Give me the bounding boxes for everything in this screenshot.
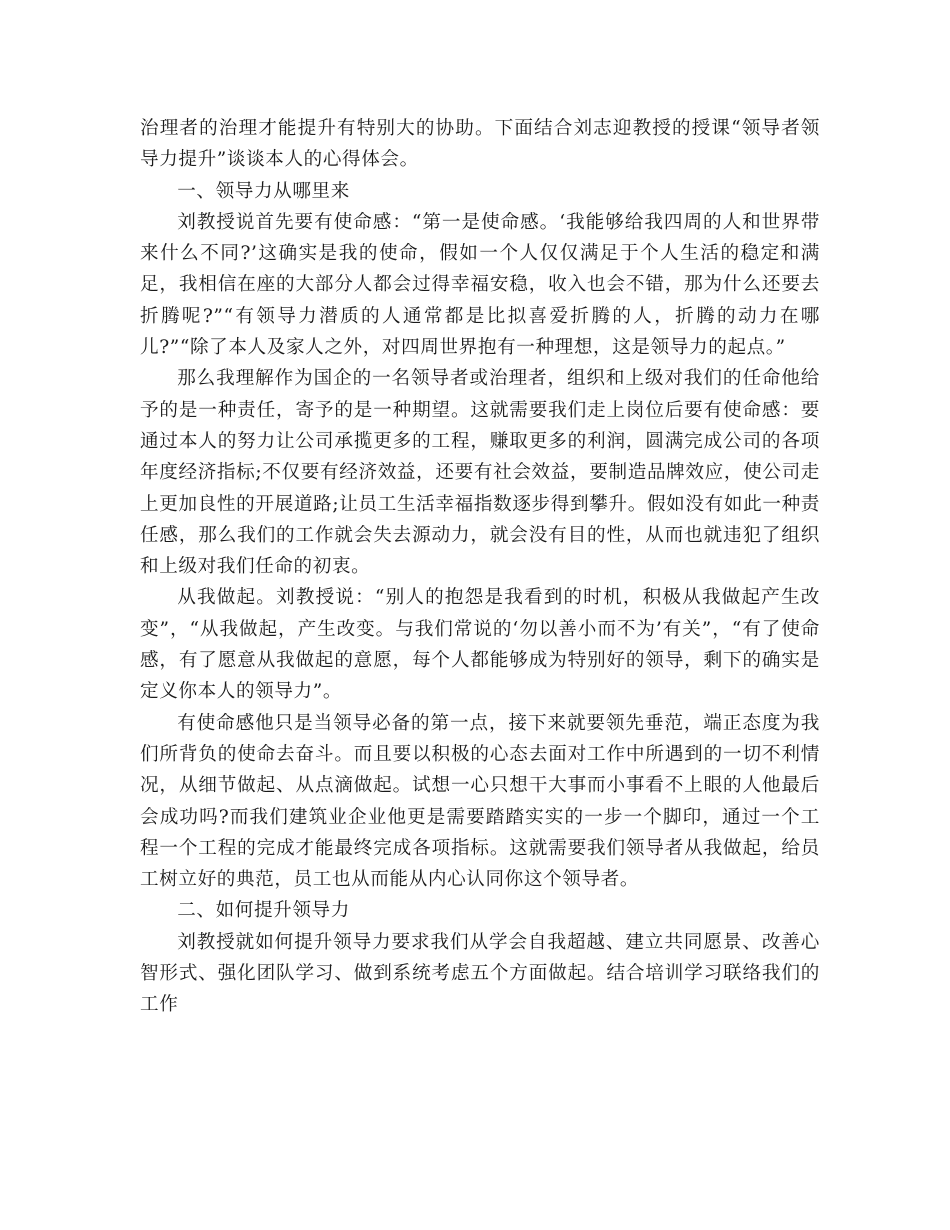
paragraph-lead-by-example: 有使命感他只是当领导必备的第一点，接下来就要领先垂范，端正态度为我们所背负的使命去奋斗。而且要以积极的心态去面对工作中所遇到的一切不利情况，从细节做起、从点滴做起。试想一心只想干大事而小事看不上眼的人他最后会成功吗?而我们建筑业企业他更是需要踏踏实实的一步一个脚印，通过一个工程一个工程的完成才能最终完成各项指标。这就需要我们领导者从我做起，给员工树立好的典范，员工也从而能从内心认同你这个领导者。 — [140, 712, 820, 891]
paragraph-responsibility: 那么我理解作为国企的一名领导者或治理者，组织和上级对我们的任命他给予的是一种责任，寄予的是一种期望。这就需要我们走上岗位后要有使命感：要通过本人的努力让公司承揽更多的工程，赚取更多的利润，圆满完成公司的各项年度经济指标;不仅要有经济效益，还要有社会效益，要制造品牌效应，使公司走上更加良性的开展道路;让员工生活幸福指数逐步得到攀升。假如没有如此一种责任感，那么我们的工作就会失去源动力，就会没有目的性，从而也就违犯了组织和上级对我们任命的初衷。 — [140, 368, 820, 578]
paragraph-start-from-me: 从我做起。刘教授说：“别人的抱怨是我看到的时机，积极从我做起产生改变”，“从我做起，产生改变。与我们常说的‘勿以善小而不为’有关”，“有了使命感，有了愿意从我做起的意愿，每个人都能够成为特别好的领导，剩下的确实是定义你本人的领导力”。 — [140, 587, 820, 703]
section-heading-1: 一、领导力从哪里来 — [177, 180, 350, 202]
document-page — [140, 113, 820, 1021]
paragraph-mission: 刘教授说首先要有使命感：“第一是使命感。‘我能够给我四周的人和世界带来什么不同?’这确实是我的使命，假如一个人仅仅满足于个人生活的稳定和满足，我相信在座的大部分人都会过得幸福安稳，收入也会不错，那为什么还要去折腾呢?”“有领导力潜质的人通常都是比拟喜爱折腾的人，折腾的动力在哪儿?”“除了本人及家人之外，对四周世界抱有一种理想，这是领导力的起点。” — [140, 211, 820, 359]
section-heading-2: 二、如何提升领导力 — [177, 900, 350, 922]
paragraph-intro: 治理者的治理才能提升有特别大的协助。下面结合刘志迎教授的授课“领导者领导力提升”谈谈本人的心得体会。 — [140, 118, 820, 171]
paragraph-improve-leadership: 刘教授就如何提升领导力要求我们从学会自我超越、建立共同愿景、改善心智形式、强化团队学习、做到系统考虑五个方面做起。结合培训学习联络我们的工作 — [140, 931, 820, 1016]
